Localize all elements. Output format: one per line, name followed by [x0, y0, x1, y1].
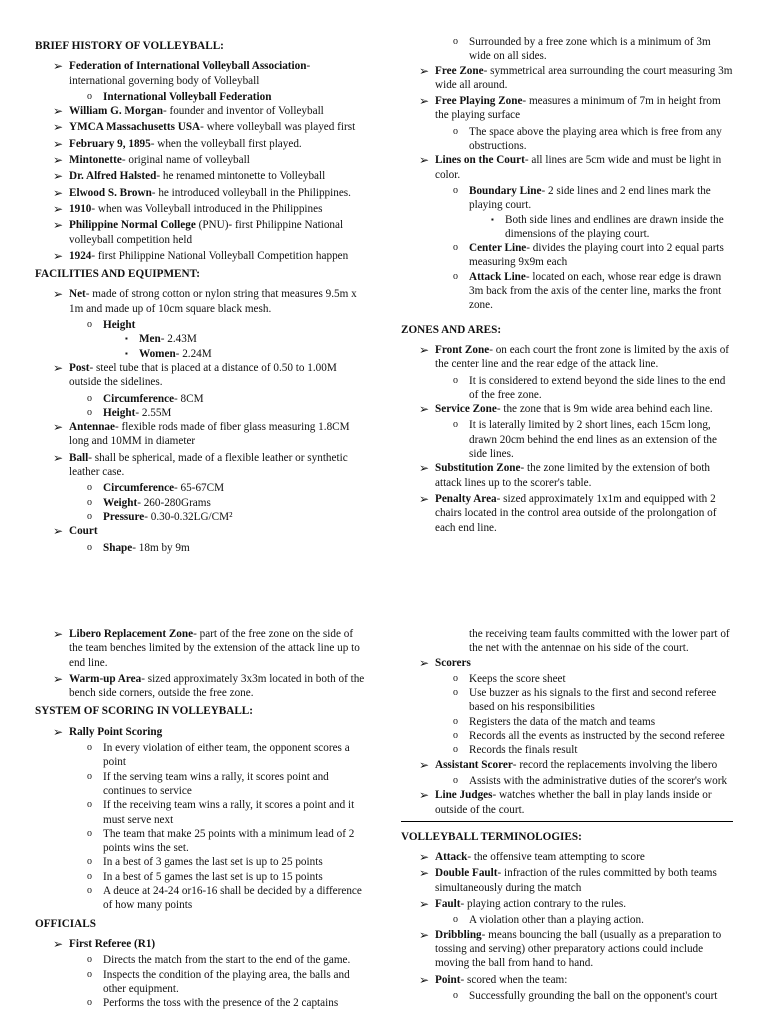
list-item: [401, 758, 733, 772]
definition: - he renamed mintonette to Volleyball: [156, 170, 326, 183]
definition: - infraction of the rules committed by both teams simultaneously during the match: [435, 867, 717, 894]
definition: Keeps the score sheet: [469, 672, 566, 685]
list-item: [401, 461, 733, 490]
list-item: [401, 850, 733, 864]
bullet-marker-icon: ➢: [419, 342, 430, 357]
definition: - 65-67CM: [174, 482, 225, 495]
list-item: [35, 884, 367, 913]
list-item: [35, 318, 367, 332]
section-heading: FACILITIES AND EQUIPMENT:: [35, 268, 200, 281]
definition: - watches whether the ball in play lands inside or outside of the court.: [435, 789, 712, 816]
list-item: [35, 741, 367, 770]
bullet-marker-icon: o: [87, 482, 92, 494]
definition: The space above the playing area which is free from any obstructions.: [469, 125, 722, 153]
bullet-marker-icon: o: [87, 770, 92, 782]
term: YMCA Massachusetts USA: [69, 121, 201, 134]
bullet-marker-icon: ▪: [491, 214, 494, 224]
right-bottom-column: [401, 627, 733, 1003]
list-item: [35, 59, 367, 88]
definition: - 0.30-0.32LG/CM²: [144, 510, 233, 523]
bullet-marker-icon: o: [87, 954, 92, 966]
bullet-marker-icon: ➢: [53, 218, 64, 233]
bullet-marker-icon: o: [453, 672, 458, 684]
term: Height: [103, 406, 136, 419]
definition: - on each court the front zone is limited by the axis of the center line and the rear edge of the attack line.: [435, 343, 730, 371]
bullet-marker-icon: ➢: [53, 248, 64, 263]
list-item: [35, 496, 367, 510]
bullet-marker-icon: ➢: [53, 169, 64, 184]
term: Assistant Scorer: [435, 758, 513, 771]
list-item: [401, 184, 733, 213]
bullet-marker-icon: ➢: [53, 524, 64, 539]
list-item: [401, 343, 733, 372]
definition: - 18m by 9m: [132, 541, 190, 554]
definition: A deuce at 24-24 or16-16 shall be decided by a difference of how many points: [103, 885, 362, 912]
list-item: [35, 332, 367, 346]
section-heading: ZONES AND ARES:: [401, 323, 502, 336]
bullet-marker-icon: ➢: [53, 450, 64, 465]
bullet-marker-icon: ➢: [419, 461, 430, 476]
term: Net: [69, 288, 86, 301]
list-item: [35, 937, 367, 951]
term: Libero Replacement Zone: [69, 628, 194, 640]
term: Antennae: [69, 421, 115, 434]
bullet-marker-icon: o: [87, 870, 92, 882]
list-item: [35, 392, 367, 406]
definition: If the receiving team wins a rally, it scores a point and it must serve next: [103, 799, 355, 826]
bullet-marker-icon: o: [87, 856, 92, 868]
term: Scorers: [435, 656, 471, 669]
definition: - steel tube that is placed at a distance of 0.50 to 1.00M outside the sidelines.: [69, 361, 337, 389]
bullet-list: [35, 39, 367, 555]
bullet-marker-icon: ➢: [419, 491, 430, 506]
bullet-marker-icon: o: [453, 914, 458, 926]
list-item: [35, 770, 367, 799]
definition: - 2.24M: [175, 347, 212, 360]
list-item: [35, 481, 367, 495]
term: Attack: [435, 851, 468, 864]
list-item: [401, 374, 733, 403]
term: Men: [139, 333, 161, 346]
list-item: [35, 870, 367, 884]
term: International Volleyball Federation: [103, 90, 272, 103]
bullet-marker-icon: ▪: [125, 334, 128, 344]
definition: - made of strong cotton or nylon string that measures 9.5m x 1m and made up of 10cm square black mesh.: [69, 288, 357, 315]
list-item: [401, 153, 733, 182]
list-item: [35, 361, 367, 390]
bullet-marker-icon: ➢: [53, 420, 64, 435]
definition: Directs the match from the start to the end of the game.: [103, 954, 351, 967]
definition: - when was Volleyball introduced in the Philippines: [91, 202, 323, 215]
list-item: [35, 672, 367, 701]
definition: - part of the free zone on the side of the team benches limited by the extension of the attack line up to end line.: [69, 628, 360, 669]
bullet-marker-icon: o: [453, 242, 458, 254]
term: Weight: [103, 496, 138, 509]
definition: - the offensive team attempting to score: [467, 851, 645, 864]
definition: - where volleyball was played first: [200, 121, 356, 134]
bullet-marker-icon: o: [453, 270, 458, 282]
definition: It is laterally limited by 2 short lines, each 15cm long, drawn 20cm behind the end lines as an extension of the side lines.: [469, 419, 717, 461]
definition: - the zone limited by the extension of both attack lines up to the scorer's table.: [435, 462, 711, 489]
list-item: [401, 94, 733, 123]
definition: - sized approximately 3x3m located in both of the bench side corners, outside the free zone.: [69, 672, 365, 700]
term: 1924: [69, 249, 92, 262]
bullet-marker-icon: o: [453, 419, 458, 431]
list-item: [401, 492, 733, 535]
definition: - founder and inventor of Volleyball: [162, 105, 324, 118]
list-item: [401, 656, 733, 670]
bullet-marker-icon: ➢: [419, 897, 430, 912]
term: Lines on the Court: [435, 154, 525, 167]
definition: Registers the data of the match and teams: [469, 715, 656, 728]
list-item: [401, 686, 733, 715]
list-item: [401, 125, 733, 154]
list-item: [401, 866, 733, 895]
list-item: [35, 627, 367, 670]
bullet-marker-icon: o: [453, 744, 458, 756]
definition: - located on each, whose rear edge is drawn 3m back from the axis of the center line, marks the front zone.: [469, 270, 722, 312]
term: Free Zone: [435, 64, 484, 77]
term: Point: [435, 973, 461, 986]
list-item: [35, 218, 367, 247]
definition: - original name of volleyball: [121, 154, 250, 167]
definition: - 2.43M: [160, 333, 197, 346]
bullet-marker-icon: ➢: [53, 153, 64, 168]
list-item: [401, 913, 733, 927]
term: Philippine Normal College: [69, 219, 196, 232]
definition: - 2 side lines and 2 end lines mark the playing court.: [469, 184, 711, 212]
bullet-marker-icon: o: [87, 392, 92, 404]
bullet-marker-icon: ➢: [53, 287, 64, 302]
definition: - when the volleyball first played.: [150, 137, 302, 150]
section-heading: BRIEF HISTORY OF VOLLEYBALL:: [35, 40, 224, 52]
definition: - flexible rods made of fiber glass measuring 1.8CM long and 10MM in diameter: [69, 421, 350, 448]
definition: Records the finals result: [469, 744, 578, 757]
section-heading: OFFICIALS: [35, 917, 96, 930]
definition: - means bouncing the ball (usually as a preparation to tossing and serving) other preparatory actions could include moving the ball from hand to hand.: [435, 928, 722, 970]
term: February 9, 1895: [69, 137, 151, 150]
definition: - sized approximately 1x1m and equipped with 2 chairs located in the control area outside of the prolongation of each end line.: [435, 492, 717, 534]
bullet-marker-icon: ➢: [53, 201, 64, 216]
term: Service Zone: [435, 403, 497, 416]
left-bottom-column: [35, 627, 367, 1010]
term: Line Judges: [435, 789, 493, 802]
term: Circumference: [103, 392, 175, 405]
bullet-marker-icon: o: [453, 774, 458, 786]
term: Post: [69, 361, 90, 374]
definition: Both side lines and endlines are drawn inside the dimensions of the playing court.: [505, 213, 724, 240]
list-item: [401, 64, 733, 93]
list-item: [35, 249, 367, 263]
list-item: [401, 627, 733, 656]
list-item: [401, 241, 733, 270]
definition: Inspects the condition of the playing area, the balls and other equipment.: [103, 968, 350, 995]
term: Front Zone: [435, 343, 490, 356]
term: Attack Line: [469, 270, 526, 283]
definition: - the zone that is 9m wide area behind each line.: [496, 403, 713, 416]
list-item: [35, 120, 367, 134]
list-item: [35, 798, 367, 827]
list-item: [401, 788, 733, 817]
bullet-marker-icon: ➢: [419, 757, 430, 772]
term: Court: [69, 525, 98, 538]
bullet-marker-icon: ▪: [125, 348, 128, 358]
definition: - measures a minimum of 7m in height from the playing surface: [435, 95, 721, 122]
list-item: [35, 827, 367, 856]
term: Height: [103, 319, 136, 332]
horizontal-rule: [401, 821, 733, 822]
bullet-marker-icon: o: [87, 541, 92, 553]
definition: - 8CM: [174, 392, 204, 405]
term: Circumference: [103, 482, 175, 495]
definition: - shall be spherical, made of a flexible leather or synthetic leather case.: [69, 451, 348, 479]
definition: - symmetrical area surrounding the court measuring 3m wide all around.: [435, 64, 733, 91]
list-item: [35, 347, 367, 361]
bullet-marker-icon: ➢: [53, 360, 64, 375]
definition: In every violation of either team, the opponent scores a point: [103, 742, 350, 769]
bullet-marker-icon: ➢: [53, 185, 64, 200]
bullet-marker-icon: o: [87, 496, 92, 508]
definition: - record the replacements involving the libero: [512, 758, 718, 771]
definition: If the serving team wins a rally, it scores point and continues to service: [103, 770, 329, 797]
definition: Records all the events as instructed by the second referee: [469, 730, 725, 743]
bullet-marker-icon: ➢: [53, 627, 64, 641]
list-item: [35, 153, 367, 167]
list-item: [35, 202, 367, 216]
bullet-marker-icon: ➢: [53, 104, 64, 119]
term: Free Playing Zone: [435, 95, 523, 108]
bullet-marker-icon: ➢: [419, 402, 430, 417]
bullet-marker-icon: ➢: [419, 866, 430, 881]
bullet-marker-icon: o: [87, 968, 92, 980]
list-item: [35, 90, 367, 104]
definition: The team that make 25 points with a minimum lead of 2 points wins the set.: [103, 827, 355, 855]
list-item: [401, 715, 733, 729]
list-item: [401, 35, 733, 64]
definition: In a best of 5 games the last set is up to 15 points: [103, 870, 323, 883]
bullet-marker-icon: o: [453, 715, 458, 727]
term: Women: [139, 347, 176, 360]
bullet-marker-icon: o: [453, 36, 458, 47]
definition: Use buzzer as his signals to the first and second referee based on his responsibilities: [469, 687, 717, 714]
definition: It is considered to extend beyond the side lines to the end of the free zone.: [469, 374, 726, 401]
bullet-marker-icon: ➢: [53, 136, 64, 151]
bullet-marker-icon: o: [87, 997, 92, 1009]
bullet-marker-icon: o: [87, 799, 92, 811]
bullet-marker-icon: o: [453, 989, 458, 1001]
term: Center Line: [469, 242, 527, 255]
list-item: [35, 953, 367, 967]
section-heading: SYSTEM OF SCORING IN VOLLEYBALL:: [35, 705, 253, 718]
term: William G. Morgan: [69, 105, 163, 118]
list-item: [401, 897, 733, 911]
definition: Assists with the administrative duties of the scorer's work: [469, 774, 728, 787]
term: Penalty Area: [435, 492, 497, 505]
term: Elwood S. Brown: [69, 186, 152, 199]
list-item: [35, 104, 367, 118]
bullet-list: [35, 627, 367, 1010]
section-heading: VOLLEYBALL TERMINOLOGIES:: [401, 830, 582, 843]
bullet-marker-icon: ➢: [419, 94, 430, 109]
list-item: [401, 743, 733, 757]
list-item: [401, 418, 733, 461]
definition: the receiving team faults committed with the lower part of the net with the antennae on his side of the court.: [469, 628, 730, 655]
bullet-marker-icon: ➢: [419, 153, 430, 168]
term: Rally Point Scoring: [69, 725, 163, 738]
term: Shape: [103, 541, 133, 554]
bullet-marker-icon: o: [453, 687, 458, 699]
list-item: [35, 968, 367, 997]
term: Mintonette: [69, 154, 122, 167]
bullet-marker-icon: ➢: [419, 850, 430, 865]
definition: A violation other than a playing action.: [469, 914, 644, 927]
list-item: [35, 420, 367, 449]
bullet-marker-icon: ➢: [53, 936, 64, 951]
definition: Surrounded by a free zone which is a minimum of 3m wide on all sides.: [469, 36, 711, 63]
bullet-marker-icon: o: [453, 730, 458, 742]
list-item: [35, 406, 367, 420]
term: Warm-up Area: [69, 672, 142, 685]
term: Ball: [69, 451, 89, 464]
bullet-marker-icon: o: [87, 742, 92, 754]
list-item: [35, 186, 367, 200]
bullet-marker-icon: o: [87, 406, 92, 418]
term: First Referee (R1): [69, 937, 156, 950]
definition: - scored when the team:: [460, 973, 568, 986]
list-item: [35, 725, 367, 739]
definition: - international governing body of Volleyball: [69, 60, 311, 87]
definition: - he introduced volleyball in the Philippines.: [151, 186, 351, 199]
bullet-marker-icon: ➢: [419, 788, 430, 803]
list-item: [401, 973, 733, 987]
definition: - all lines are 5cm wide and must be light in color.: [435, 154, 722, 181]
bullet-marker-icon: ➢: [419, 927, 430, 942]
bullet-marker-icon: ➢: [53, 724, 64, 739]
bullet-marker-icon: o: [87, 885, 92, 897]
bullet-marker-icon: o: [87, 319, 92, 331]
bullet-marker-icon: ➢: [419, 655, 430, 670]
spacer: [401, 313, 733, 319]
list-item: [35, 451, 367, 480]
bullet-marker-icon: ➢: [419, 63, 430, 78]
list-item: [35, 855, 367, 869]
list-item: [401, 213, 733, 242]
definition: - 260-280Grams: [137, 496, 211, 509]
bullet-list: [401, 35, 733, 535]
list-item: [35, 510, 367, 524]
bullet-marker-icon: ➢: [53, 59, 64, 74]
bullet-marker-icon: ➢: [419, 972, 430, 987]
bullet-list: [401, 627, 733, 1003]
term: 1910: [69, 202, 92, 215]
list-item: [35, 287, 367, 316]
bullet-marker-icon: o: [453, 184, 458, 196]
list-item: [401, 729, 733, 743]
right-top-column: [401, 35, 733, 537]
term: Boundary Line: [469, 184, 542, 197]
bullet-marker-icon: o: [453, 125, 458, 137]
definition: (PNU)- first Philippine National volleyball competition held: [69, 219, 344, 246]
list-item: [35, 996, 367, 1010]
list-item: [401, 672, 733, 686]
bullet-marker-icon: o: [87, 827, 92, 839]
term: Fault: [435, 898, 461, 911]
definition: Successfully grounding the ball on the opponent's court: [469, 989, 718, 1002]
term: Dr. Alfred Halsted: [69, 170, 157, 183]
term: Federation of International Volleyball Association: [69, 60, 307, 73]
definition: In a best of 3 games the last set is up to 25 points: [103, 856, 323, 869]
definition: - playing action contrary to the rules.: [460, 898, 627, 911]
definition: - divides the playing court into 2 equal parts measuring 9x9m each: [469, 242, 724, 269]
list-item: [401, 989, 733, 1003]
bullet-marker-icon: o: [87, 90, 92, 102]
list-item: [35, 169, 367, 183]
bullet-marker-icon: ➢: [53, 120, 64, 135]
list-item: [35, 541, 367, 555]
left-top-column: [35, 35, 367, 555]
list-item: [35, 524, 367, 538]
definition: - 2.55M: [135, 406, 172, 419]
list-item: [401, 774, 733, 788]
term: Pressure: [103, 510, 145, 523]
definition: - first Philippine National Volleyball Competition happen: [91, 249, 349, 262]
definition: Performs the toss with the presence of the 2 captains: [103, 997, 339, 1010]
bullet-marker-icon: o: [87, 510, 92, 522]
list-item: [35, 137, 367, 151]
term: Double Fault: [435, 867, 498, 880]
bullet-marker-icon: o: [453, 374, 458, 386]
term: Substitution Zone: [435, 462, 521, 475]
list-item: [401, 402, 733, 416]
list-item: [401, 928, 733, 971]
list-item: [401, 270, 733, 313]
bullet-marker-icon: ➢: [53, 671, 64, 686]
term: Dribbling: [435, 928, 482, 941]
